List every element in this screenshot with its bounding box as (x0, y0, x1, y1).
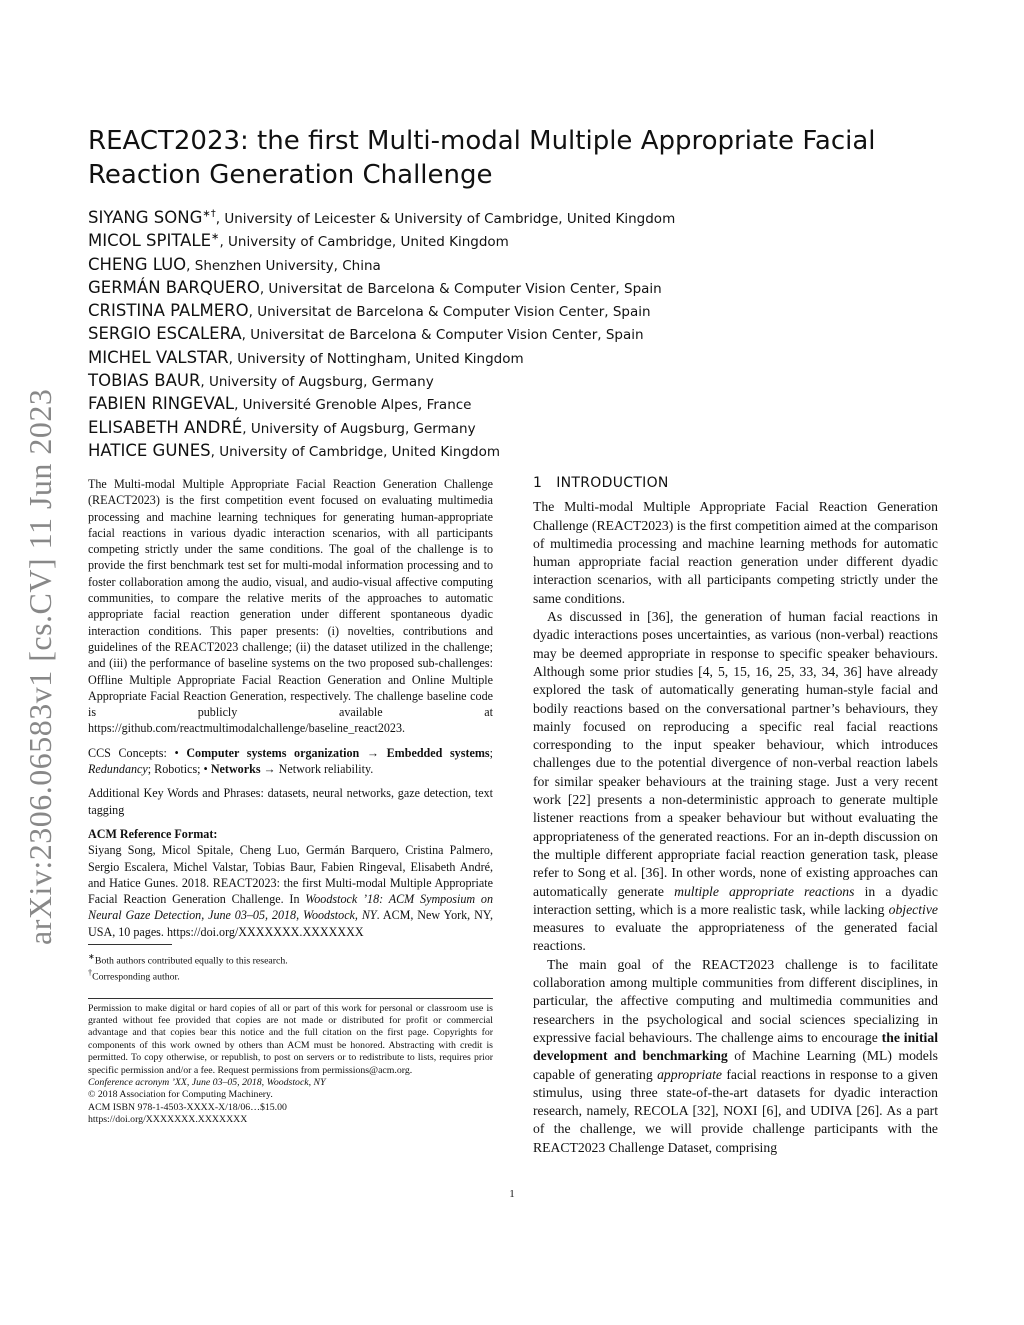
author-affiliation: , Shenzhen University, China (186, 257, 381, 274)
permission-block (88, 1003, 493, 1127)
footnote: †Corresponding author. (88, 968, 180, 983)
intro-paragraph: The main goal of the REACT2023 challenge is to facilitate collaboration among multiple communities from different disciplines, in particular, the affective computing and multimedia communities and researchers in the psychological and social sciences specializing in expressive facial behaviours. The challenge aims to encourage the initial development and benchmarking of Machine Learning (ML) models capable of generating appropriate facial reactions in response to a given stimulus, using three state-of-the-art datasets for dyadic interaction research, namely, RECOLA [32], NOXI [6], and UDIVA [26]. As a part of the challenge, we will provide challenge participants with the REACT2023 Challenge Dataset, comprising (533, 956, 938, 1155)
ccs-concepts: CCS Concepts: • Computer systems organization → Embedded systems; Redundancy; Robotics; • Networks → Network reliability. (88, 745, 493, 777)
author-name: MICHEL VALSTAR (88, 347, 229, 367)
author-affiliation: , University of Nottingham, United Kingdom (228, 350, 524, 367)
author-name: FABIEN RINGEVAL (88, 394, 235, 414)
doi-line: https://doi.org/XXXXXXX.XXXXXXX (88, 1114, 248, 1126)
author-affiliation: , University of Augsburg, Germany (242, 420, 476, 437)
author-affiliation: , Universitat de Barcelona & Computer Vision Center, Spain (241, 327, 644, 344)
author-entry (88, 208, 788, 231)
author-list (88, 208, 788, 464)
author-affiliation: , University of Cambridge, United Kingdom (219, 234, 509, 251)
author-entry (88, 278, 788, 301)
intro-paragraph: As discussed in [36], the generation of human facial reactions in dyadic interactions poses uncertainties, as various (non-verbal) reactions may be deemed appropriate in response to specific speaker behaviours. Although some prior studies [4, 5, 15, 16, 25, 33, 34, 36] have already explored the task of automatically generating human-style facial and bodily reactions based on the conversational partner’s behaviours, they mainly focused on reproducing a specific real facial reactions corresponding to the input speaker behaviour, which introduces challenges due to the potential divergence of non-verbal reaction labels for similar speaker behaviours at the training stage. Just a very recent work [22] presents a non-deterministic approach to generate multiple listener reactions from a speaker behaviour but without evaluating the appropriateness of the generated reactions. For an in-depth discussion on the multiple different appropriate facial reaction generation task, please refer to Song et al. [36]. In other words, none of existing approaches can automatically generate multiple appropriate reactions in a dyadic interaction setting, which is a more realistic task, while lacking objective measures to evaluate the appropriateness of the generated facial reactions. (533, 609, 938, 954)
author-entry (88, 418, 788, 441)
footnotes (88, 951, 493, 984)
author-entry (88, 371, 788, 394)
author-entry (88, 301, 788, 324)
left-column (88, 476, 493, 1127)
copyright-line: © 2018 Association for Computing Machinery. (88, 1089, 273, 1101)
author-affiliation: , University of Leicester & University of Cambridge, United Kingdom (215, 211, 676, 227)
author-name: TOBIAS BAUR (88, 371, 201, 391)
author-name: ELISABETH ANDRÉ (88, 417, 243, 437)
paper-title: REACT2023: the first Multi-modal Multiple Appropriate Facial Reaction Generation Challenge (88, 126, 876, 190)
abstract: The Multi-modal Multiple Appropriate Facial Reaction Generation Challenge (REACT2023) is the first competition event focused on evaluating multimedia processing and machine learning techniques for generating human-appropriate facial reactions in various dyadic interaction scenarios, with all participants competing strictly under the same conditions. The goal of the challenge is to provide the first benchmark test set for multi-modal information processing and to foster collaboration among the audio, visual, and audio-visual affective computing communities, to compare the relative merits of the approaches to automatic appropriate facial reaction generation under different spontaneous dyadic interaction conditions. This paper presents: (i) novelties, contributions and guidelines of the REACT2023 challenge; (ii) the dataset utilized in the challenge; and (iii) the performance of baseline systems on the two proposed sub-challenges: Offline Multiple Appropriate Facial Reaction Generation and Online Multiple Appropriate Facial Reaction Generation, respectively. The challenge baseline code is publicly available at https://github.com/reactmultimodalchallenge/baseline_react2023. (88, 477, 493, 736)
author-name: SERGIO ESCALERA (88, 324, 242, 344)
author-affiliation: , University of Cambridge, United Kingdom (210, 443, 501, 460)
isbn-line: ACM ISBN 978-1-4503-XXXX-X/18/06…$15.00 (88, 1101, 287, 1113)
section-heading: 1 INTRODUCTION (533, 475, 669, 491)
author-entry (88, 348, 788, 371)
author-entry (88, 255, 788, 278)
author-name: HATICE GUNES (88, 440, 211, 460)
author-marks: ∗ (211, 231, 220, 243)
author-name: SIYANG SONG∗† (88, 208, 216, 227)
author-affiliation: , Universitat de Barcelona & Computer Vision Center, Spain (259, 280, 662, 297)
author-affiliation: , Université Grenoble Alpes, France (234, 397, 472, 414)
keywords: Additional Key Words and Phrases: datasets, neural networks, gaze detection, text tagging (88, 786, 493, 817)
author-marks: ∗† (202, 208, 216, 220)
arxiv-stamp: arXiv:2306.06583v1 [cs.CV] 11 Jun 2023 (22, 388, 58, 945)
footnote-divider (88, 944, 172, 945)
intro-paragraph: The Multi-modal Multiple Appropriate Facial Reaction Generation Challenge (REACT2023) is the first competition aimed at the comparison of multimedia processing and machine learning methods for automatic human appropriate facial reaction generation under different dyadic interaction scenarios, with all participants competing strictly under the same conditions. (533, 499, 938, 606)
page-number: 1 (509, 1188, 515, 1200)
author-entry (88, 394, 788, 417)
permission-divider (88, 998, 493, 999)
author-affiliation: , University of Augsburg, Germany (200, 374, 434, 391)
permission-text: Permission to make digital or hard copies of all or part of this work for personal or classroom use is granted without fee provided that copies are not made or distributed for profit or commercial advantage and that copies bear this notice and the full citation on the first page. Copyrights for components of this work owned by others than ACM must be honored. Abstracting with credit is permitted. To copy otherwise, or republish, to post on servers or to redistribute to lists, requires prior specific permission and/or a fee. Request permissions from permissions@acm.org. (88, 1002, 493, 1076)
author-name: GERMÁN BARQUERO (88, 277, 260, 297)
author-entry (88, 231, 788, 254)
reference-format: Siyang Song, Micol Spitale, Cheng Luo, Germán Barquero, Cristina Palmero, Sergio Escalera, Michel Valstar, Tobias Baur, Fabien Ringeval, Elisabeth André, and Hatice Gunes. 2018. REACT2023: the first Multi-modal Multiple Appropriate Facial Reaction Generation Challenge. In Woodstock ’18: ACM Symposium on Neural Gaze Detection, June 03–05, 2018, Woodstock, NY. ACM, New York, NY, USA, 10 pages. https://doi.org/XXXXXXX.XXXXXXX (88, 843, 494, 939)
author-name: CHENG LUO (88, 254, 187, 274)
author-name: MICOL SPITALE∗ (88, 231, 220, 251)
author-entry (88, 324, 788, 347)
author-name: CRISTINA PALMERO (88, 301, 249, 321)
footnote: ∗Both authors contributed equally to this research. (88, 952, 288, 967)
conference-line: Conference acronym ’XX, June 03–05, 2018, Woodstock, NY (88, 1076, 326, 1088)
author-affiliation: , Universitat de Barcelona & Computer Vision Center, Spain (248, 304, 651, 321)
right-column (533, 474, 938, 1157)
reference-format-heading: ACM Reference Format: (88, 826, 218, 841)
author-entry (88, 441, 788, 464)
